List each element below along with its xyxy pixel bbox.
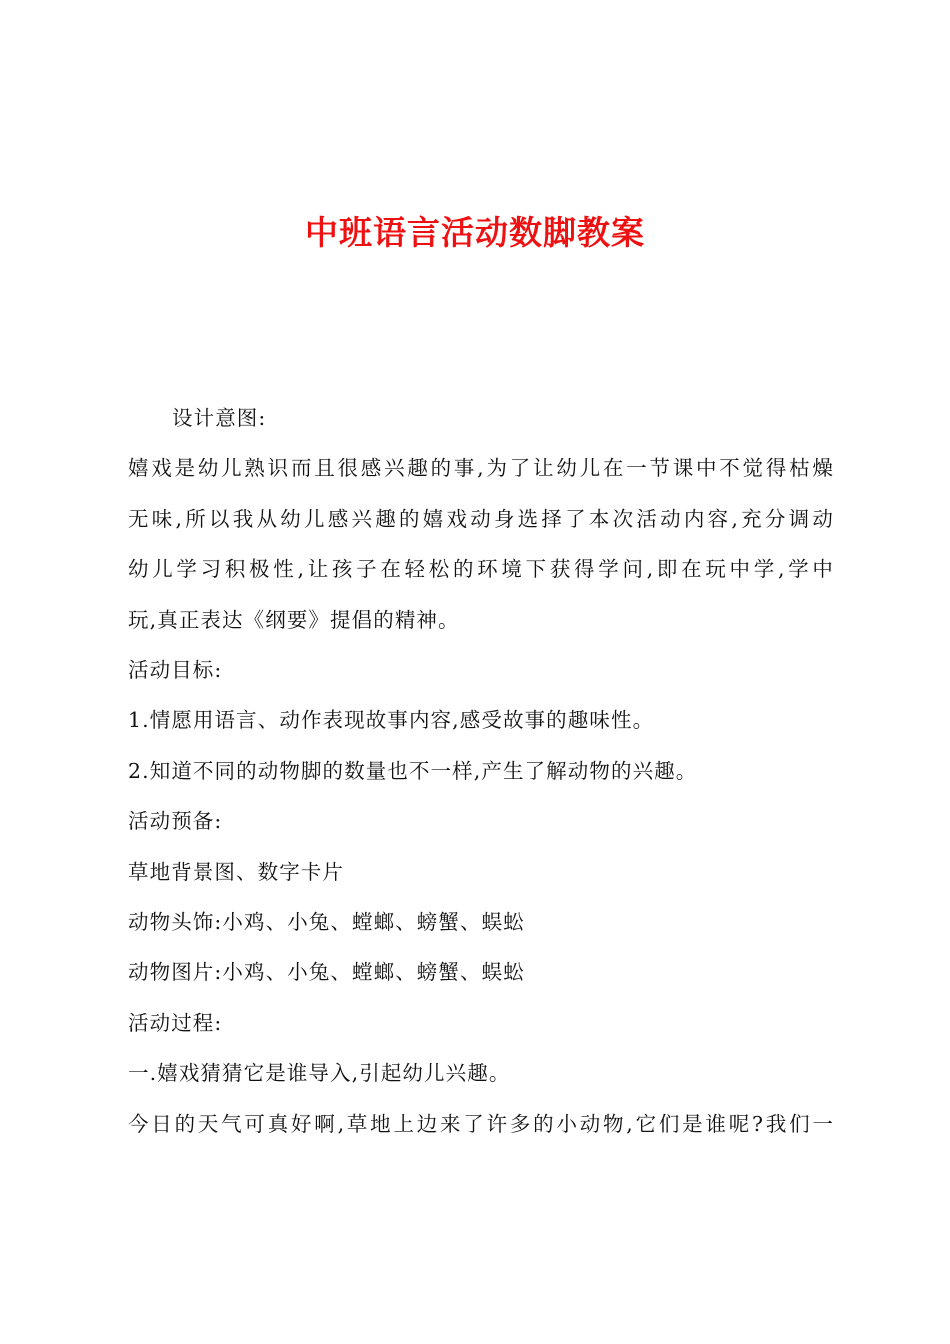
document-body: [128, 393, 834, 1149]
section-heading-design-intent: 设计意图:: [172, 406, 267, 430]
process-step-heading: 一.嬉戏猜猜它是谁导入,引起幼儿兴趣。: [128, 1061, 511, 1086]
paragraph-line: 嬉戏是幼儿熟识而且很感兴趣的事,为了让幼儿在一节课中不觉得枯燥: [128, 456, 834, 481]
list-item-goal-1: 1.情愿用语言、动作表现故事内容,感受故事的趣味性。: [128, 708, 655, 733]
preparation-item: 草地背景图、数字卡片: [128, 859, 344, 884]
paragraph-line: 幼儿学习积极性,让孩子在轻松的环境下获得学问,即在玩中学,学中: [128, 557, 834, 582]
preparation-item: 动物头饰:小鸡、小兔、螳螂、螃蟹、蜈蚣: [128, 909, 525, 934]
document-title: 中班语言活动数脚教案: [305, 213, 645, 252]
paragraph-line: 无味,所以我从幼儿感兴趣的嬉戏动身选择了本次活动内容,充分调动: [128, 506, 834, 531]
section-heading-process: 活动过程:: [128, 1010, 223, 1035]
preparation-item: 动物图片:小鸡、小兔、螳螂、螃蟹、蜈蚣: [128, 960, 525, 985]
paragraph-line: 今日的天气可真好啊,草地上边来了许多的小动物,它们是谁呢?我们一: [128, 1111, 834, 1136]
section-heading-preparation: 活动预备:: [128, 809, 223, 834]
paragraph-line: 玩,真正表达《纲要》提倡的精神。: [128, 607, 460, 632]
list-item-goal-2: 2.知道不同的动物脚的数量也不一样,产生了解动物的兴趣。: [128, 758, 698, 783]
section-heading-goals: 活动目标:: [128, 658, 223, 682]
